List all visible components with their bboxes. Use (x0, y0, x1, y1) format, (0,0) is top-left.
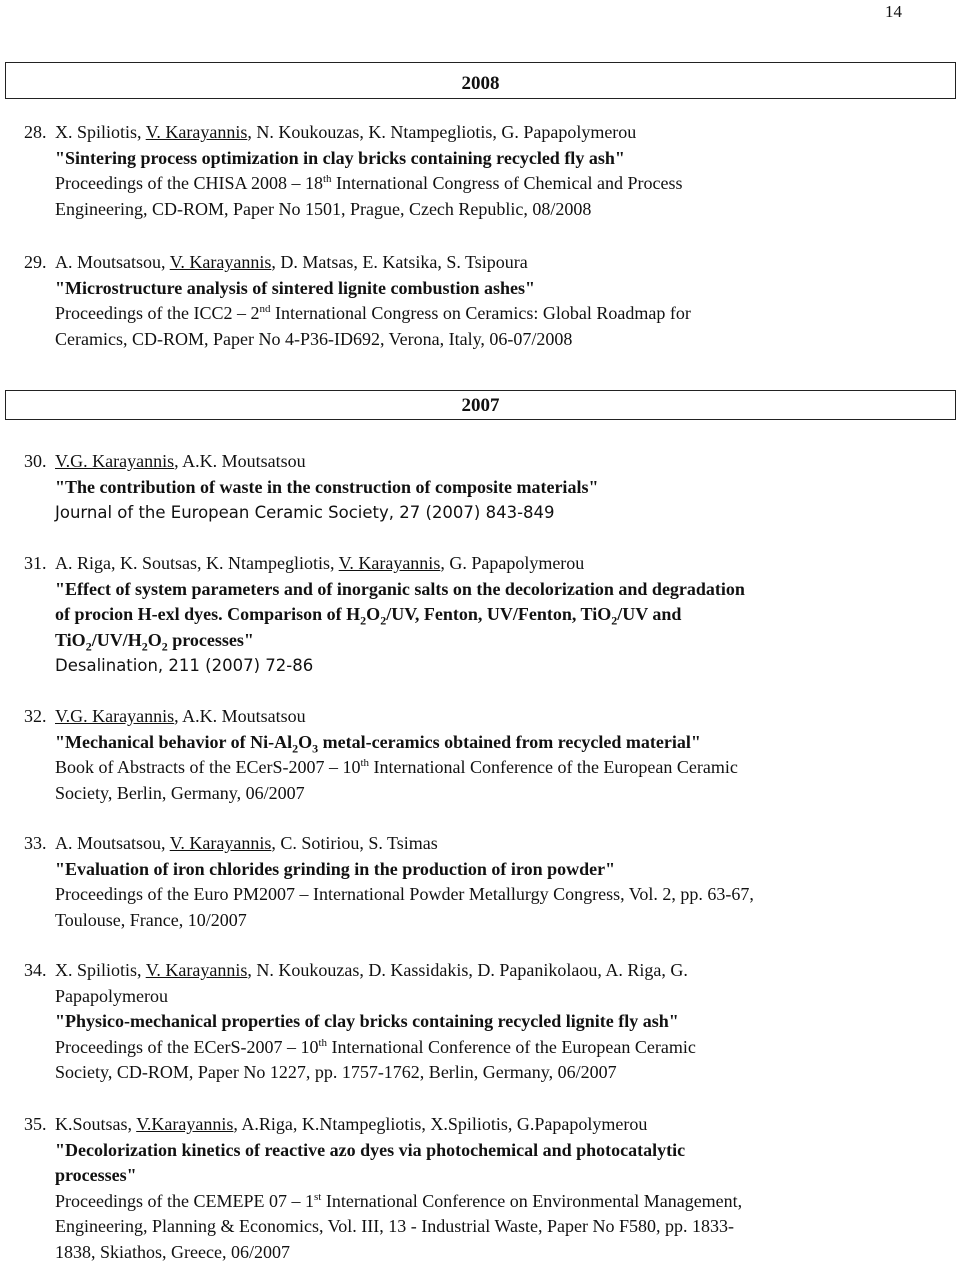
highlighted-author: V.G. Karayannis (55, 451, 174, 471)
entry-title: "Decolorization kinetics of reactive azo dyes via photochemical and photocatalytic (24, 1138, 924, 1164)
author-text: , A.K. Moutsatsou (174, 706, 306, 726)
author-text: , G. Papapolymerou (440, 553, 584, 573)
entry-venue (24, 1035, 924, 1061)
highlighted-author: V. Karayannis (146, 122, 248, 142)
superscript: st (314, 1191, 321, 1203)
entry-title: "Effect of system parameters and of inorganic salts on the decolorization and degradation (24, 577, 924, 603)
highlighted-author: V. Karayannis (339, 553, 441, 573)
venue-text: Book of Abstracts of the ECerS-2007 – 10 (55, 757, 360, 777)
title-text: /UV, Fenton, UV/Fenton, TiO (386, 604, 611, 624)
venue-text: International Conference of the European Ceramic (327, 1037, 696, 1057)
entry-title: "Microstructure analysis of sintered lignite combustion ashes" (24, 276, 924, 302)
publication-entry-28 (24, 120, 924, 222)
superscript: th (323, 173, 332, 185)
entry-number: 34. (24, 958, 55, 984)
entry-title: "Evaluation of iron chlorides grinding in the production of iron powder" (24, 857, 924, 883)
author-text: , A.K. Moutsatsou (174, 451, 306, 471)
section-header-2008 (5, 62, 956, 99)
entry-venue-cont: Engineering, CD-ROM, Paper No 1501, Prague, Czech Republic, 08/2008 (24, 197, 924, 223)
entry-title: "Sintering process optimization in clay bricks containing recycled fly ash" (24, 146, 924, 172)
entry-number: 33. (24, 831, 55, 857)
venue-text: International Congress on Ceramics: Global Roadmap for (270, 303, 690, 323)
entry-number: 31. (24, 551, 55, 577)
entry-authors (24, 704, 924, 730)
author-text: , N. Koukouzas, K. Ntampegliotis, G. Papapolymerou (247, 122, 636, 142)
subscript: 2 (360, 614, 366, 628)
entry-title-cont: processes" (24, 1163, 924, 1189)
author-text: , C. Sotiriou, S. Tsimas (271, 833, 437, 853)
entry-venue (24, 301, 924, 327)
highlighted-author: V.G. Karayannis (55, 706, 174, 726)
subscript: 2 (292, 741, 298, 755)
entry-venue-cont: Toulouse, France, 10/2007 (24, 908, 924, 934)
entry-venue-cont: Society, CD-ROM, Paper No 1227, pp. 1757-1762, Berlin, Germany, 06/2007 (24, 1060, 924, 1086)
highlighted-author: V. Karayannis (170, 833, 272, 853)
entry-authors (24, 120, 924, 146)
title-text: metal-ceramics obtained from recycled material" (318, 732, 701, 752)
superscript: th (360, 757, 369, 769)
entry-venue-cont: 1838, Skiathos, Greece, 06/2007 (24, 1240, 924, 1265)
publication-entry-32 (24, 704, 924, 806)
highlighted-author: V. Karayannis (146, 960, 248, 980)
title-text: /UV/H (92, 630, 142, 650)
title-text: TiO (55, 630, 86, 650)
entry-title: "The contribution of waste in the construction of composite materials" (24, 475, 924, 501)
title-text: O (148, 630, 162, 650)
publication-entry-31 (24, 551, 924, 679)
entry-venue (24, 171, 924, 197)
entry-authors (24, 958, 924, 984)
publication-entry-30 (24, 449, 924, 526)
publication-entry-29 (24, 250, 924, 352)
highlighted-author: V.Karayannis (136, 1114, 233, 1134)
entry-venue-cont: Society, Berlin, Germany, 06/2007 (24, 781, 924, 807)
title-text: of procion H-exl dyes. Comparison of H (55, 604, 360, 624)
entry-authors-cont: Papapolymerou (24, 984, 924, 1010)
entry-title-cont (24, 628, 924, 654)
highlighted-author: V. Karayannis (170, 252, 272, 272)
subscript: 2 (380, 614, 386, 628)
entry-venue-cont: Ceramics, CD-ROM, Paper No 4-P36-ID692, Verona, Italy, 06-07/2008 (24, 327, 924, 353)
author-text: A. Riga, K. Soutsas, K. Ntampegliotis, (55, 553, 339, 573)
section-year: 2007 (462, 395, 500, 416)
entry-number: 32. (24, 704, 55, 730)
entry-title-cont (24, 602, 924, 628)
subscript: 2 (142, 639, 148, 653)
entry-venue: Journal of the European Ceramic Society, 27 (2007) 843-849 (24, 500, 924, 526)
entry-authors (24, 250, 924, 276)
author-text: K.Soutsas, (55, 1114, 136, 1134)
subscript: 2 (162, 639, 168, 653)
venue-text: Proceedings of the CEMEPE 07 – 1 (55, 1191, 314, 1211)
publication-entry-34 (24, 958, 924, 1086)
title-text: O (298, 732, 312, 752)
author-text: A. Moutsatsou, (55, 252, 170, 272)
entry-number: 35. (24, 1112, 55, 1138)
superscript: th (318, 1037, 327, 1049)
entry-number: 28. (24, 120, 55, 146)
publication-entry-33 (24, 831, 924, 933)
title-text: /UV and (617, 604, 681, 624)
venue-text: Proceedings of the ECerS-2007 – 10 (55, 1037, 318, 1057)
entry-authors (24, 449, 924, 475)
venue-text: Proceedings of the CHISA 2008 – 18 (55, 173, 323, 193)
page-number: 14 (885, 2, 902, 22)
section-year: 2008 (462, 73, 500, 94)
venue-text: International Conference on Environmental Management, (321, 1191, 742, 1211)
venue-text: Proceedings of the ICC2 – 2 (55, 303, 259, 323)
title-text: "Mechanical behavior of Ni-Al (55, 732, 292, 752)
subscript: 3 (312, 741, 318, 755)
author-text: , N. Koukouzas, D. Kassidakis, D. Papanikolaou, A. Riga, G. (247, 960, 687, 980)
venue-text: International Congress of Chemical and Process (332, 173, 683, 193)
entry-venue: Desalination, 211 (2007) 72-86 (24, 653, 924, 679)
publication-entry-35 (24, 1112, 924, 1265)
author-text: X. Spiliotis, (55, 122, 146, 142)
entry-venue-cont: Engineering, Planning & Economics, Vol. III, 13 - Industrial Waste, Paper No F580, pp. 1833- (24, 1214, 924, 1240)
subscript: 2 (611, 614, 617, 628)
title-text: processes" (168, 630, 254, 650)
entry-authors (24, 831, 924, 857)
subscript: 2 (86, 639, 92, 653)
entry-number: 29. (24, 250, 55, 276)
entry-authors (24, 551, 924, 577)
author-text: A. Moutsatsou, (55, 833, 170, 853)
entry-authors (24, 1112, 924, 1138)
entry-venue: Proceedings of the Euro PM2007 – International Powder Metallurgy Congress, Vol. 2, pp. 63-67, (24, 882, 924, 908)
entry-title: "Physico-mechanical properties of clay bricks containing recycled lignite fly ash" (24, 1009, 924, 1035)
author-text: , D. Matsas, E. Katsika, S. Tsipoura (271, 252, 527, 272)
author-text: , A.Riga, K.Ntampegliotis, X.Spiliotis, G.Papapolymerou (233, 1114, 647, 1134)
venue-text: International Conference of the European Ceramic (369, 757, 738, 777)
section-header-2007 (5, 390, 956, 420)
entry-number: 30. (24, 449, 55, 475)
author-text: X. Spiliotis, (55, 960, 146, 980)
entry-title (24, 730, 924, 756)
entry-venue (24, 755, 924, 781)
superscript: nd (259, 303, 270, 315)
title-text: O (366, 604, 380, 624)
entry-venue (24, 1189, 924, 1215)
